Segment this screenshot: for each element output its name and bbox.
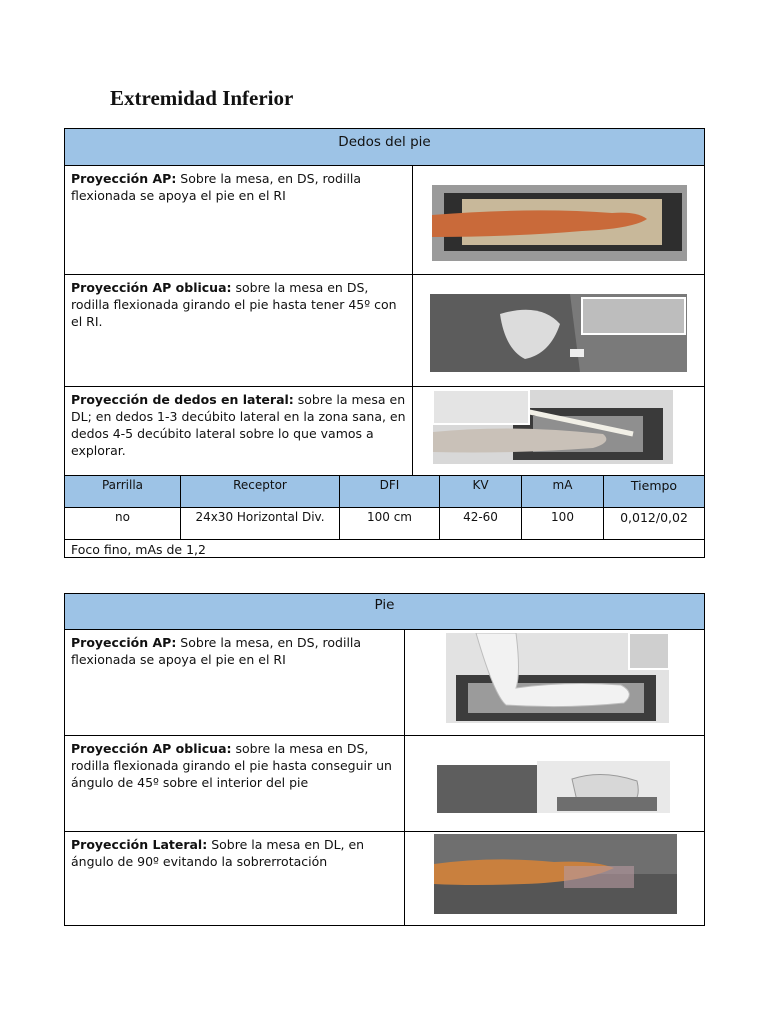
params-header: KV bbox=[440, 476, 522, 507]
row-description: sobre la mesa en DS, rodilla flexionada girando el pie hasta tener 45º con el RI. bbox=[71, 280, 397, 329]
row-text bbox=[65, 166, 413, 274]
row-label: Proyección AP: bbox=[71, 635, 177, 650]
table-pie bbox=[64, 593, 705, 926]
pie-oblique-photo bbox=[437, 761, 670, 813]
row-description: Sobre la mesa, en DS, rodilla flexionada se apoya el pie en el RI bbox=[71, 171, 362, 203]
page-title: Extremidad Inferior bbox=[110, 86, 294, 110]
table-row bbox=[65, 736, 704, 832]
params-header: Tiempo bbox=[604, 476, 704, 507]
row-text bbox=[65, 387, 413, 475]
params-header: mA bbox=[522, 476, 604, 507]
row-label: Proyección de dedos en lateral: bbox=[71, 392, 294, 407]
params-header: Receptor bbox=[181, 476, 340, 507]
row-label: Proyección AP oblicua: bbox=[71, 741, 232, 756]
table-row bbox=[65, 387, 704, 476]
table-row bbox=[65, 275, 704, 387]
params-header-row bbox=[65, 476, 704, 508]
params-value: 24x30 Horizontal Div. bbox=[181, 508, 340, 539]
params-header: Parrilla bbox=[65, 476, 181, 507]
table-row bbox=[65, 166, 704, 275]
row-description: sobre la mesa en DL; en dedos 1-3 decúbito lateral en la zona sana, en dedos 4-5 decúbito lateral sobre lo que vamos a explorar. bbox=[71, 392, 406, 458]
foot-oblique-photo bbox=[430, 294, 687, 372]
params-value: 100 bbox=[522, 508, 604, 539]
photo-cell bbox=[405, 736, 704, 831]
row-description: Sobre la mesa en DL, en ángulo de 90º evitando la sobrerrotación bbox=[71, 837, 365, 869]
row-label: Proyección AP: bbox=[71, 171, 177, 186]
pie-ap-photo bbox=[446, 633, 669, 723]
foot-ap-photo bbox=[432, 185, 687, 261]
row-label: Proyección Lateral: bbox=[71, 837, 208, 852]
params-header: DFI bbox=[340, 476, 440, 507]
row-text bbox=[65, 736, 405, 831]
pie-lateral-photo bbox=[434, 834, 677, 914]
row-text bbox=[65, 832, 405, 926]
table-footnote: Foco fino, mAs de 1,2 bbox=[71, 542, 206, 557]
table-dedos-del-pie bbox=[64, 128, 705, 558]
table-header: Pie bbox=[65, 594, 704, 630]
table-row bbox=[65, 832, 704, 926]
photo-cell bbox=[413, 275, 704, 386]
params-value: 100 cm bbox=[340, 508, 440, 539]
photo-cell bbox=[405, 630, 704, 735]
params-value: 0,012/0,02 bbox=[620, 510, 688, 525]
table-header: Dedos del pie bbox=[65, 129, 704, 166]
photo-cell bbox=[413, 387, 704, 475]
row-text bbox=[65, 275, 413, 386]
photo-cell bbox=[413, 166, 704, 274]
photo-cell bbox=[405, 832, 704, 926]
table-row bbox=[65, 630, 704, 736]
row-description: sobre la mesa en DS, rodilla flexionada girando el pie hasta conseguir un ángulo de 45º sobre el interior del pie bbox=[71, 741, 392, 790]
row-description: Sobre la mesa, en DS, rodilla flexionada se apoya el pie en el RI bbox=[71, 635, 362, 667]
row-text bbox=[65, 630, 405, 735]
params-value-row bbox=[65, 508, 704, 540]
row-label: Proyección AP oblicua: bbox=[71, 280, 232, 295]
params-value: 42-60 bbox=[440, 508, 522, 539]
params-value: no bbox=[65, 508, 181, 539]
toes-lateral-photo bbox=[433, 390, 673, 464]
